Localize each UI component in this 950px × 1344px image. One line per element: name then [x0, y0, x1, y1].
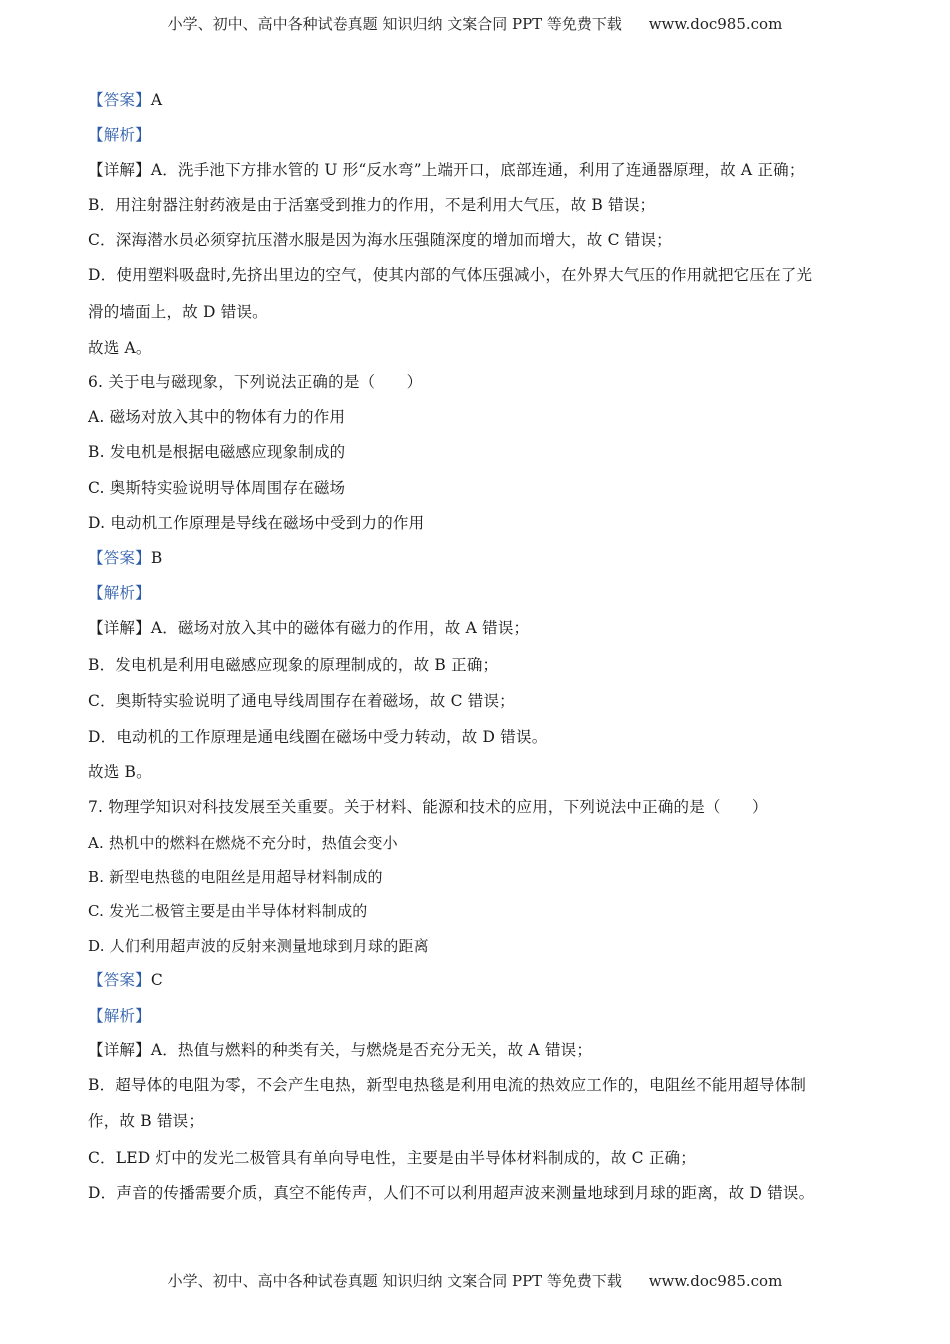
detail-text: A．磁场对放入其中的磁体有磁力的作用，故 A 错误； — [150, 619, 530, 637]
q6-detail-d: D．电动机的工作原理是通电线圈在磁场中受力转动，故 D 错误。 — [88, 728, 548, 746]
q7-option-b: B. 新型电热毯的电阻丝是用超导材料制成的 — [88, 868, 383, 886]
answer-tag: 【答案】 — [88, 549, 151, 567]
detail-text: A．洗手池下方排水管的 U 形“反水弯”上端开口，底部连通，利用了连通器原理，故 A 正确； — [150, 161, 805, 179]
detail-tag: 【详解】 — [88, 161, 151, 179]
q6-conclusion: 故选 B。 — [88, 763, 152, 781]
q7-detail-b-cont: 作，故 B 错误； — [88, 1112, 205, 1130]
answer-value: B — [150, 549, 163, 567]
q7-stem: 7. 物理学知识对科技发展至关重要。关于材料、能源和技术的应用，下列说法中正确的是（ ） — [88, 798, 768, 816]
q6-option-c: C. 奥斯特实验说明导体周围存在磁场 — [88, 479, 346, 497]
q5-detail-b: B．用注射器注射药液是由于活塞受到推力的作用，不是利用大气压，故 B 错误； — [88, 196, 656, 214]
q7-answer — [88, 970, 163, 990]
answer-value: C — [150, 971, 163, 989]
q6-detail-a — [88, 618, 529, 638]
q6-option-a: A. 磁场对放入其中的物体有力的作用 — [88, 408, 346, 426]
detail-tag: 【详解】 — [88, 1041, 151, 1059]
q7-option-c: C. 发光二极管主要是由半导体材料制成的 — [88, 902, 368, 920]
q7-detail-d: D．声音的传播需要介质，真空不能传声，人们不可以利用超声波来测量地球到月球的距离，故 D 错误。 — [88, 1184, 815, 1202]
q7-detail-c: C．LED 灯中的发光二极管具有单向导电性，主要是由半导体材料制成的，故 C 正确； — [88, 1149, 696, 1167]
header-site-link[interactable]: www.doc985.com — [648, 15, 783, 33]
q6-detail-c: C．奥斯特实验说明了通电导线周围存在着磁场，故 C 错误； — [88, 692, 515, 710]
page-footer — [0, 1270, 950, 1291]
q5-detail-a — [88, 160, 805, 180]
q7-option-d: D. 人们利用超声波的反射来测量地球到月球的距离 — [88, 937, 429, 955]
q5-conclusion: 故选 A。 — [88, 339, 152, 357]
q6-stem: 6. 关于电与磁现象，下列说法正确的是（ ） — [88, 373, 423, 391]
q5-detail-c: C．深海潜水员必须穿抗压潜水服是因为海水压强随深度的增加而增大，故 C 错误； — [88, 231, 672, 249]
footer-site-link[interactable]: www.doc985.com — [648, 1272, 783, 1290]
q7-analysis-tag: 【解析】 — [88, 1007, 151, 1025]
footer-text: 小学、初中、高中各种试卷真题 知识归纳 文案合同 PPT 等免费下载 — [167, 1272, 622, 1290]
q5-detail-d: D．使用塑料吸盘时,先挤出里边的空气，使其内部的气体压强减小，在外界大气压的作用就把它压在了光 — [88, 266, 813, 284]
q6-option-b: B. 发电机是根据电磁感应现象制成的 — [88, 443, 346, 461]
detail-text: A．热值与燃料的种类有关，与燃烧是否充分无关，故 A 错误； — [150, 1041, 593, 1059]
q6-answer — [88, 548, 162, 568]
answer-value: A — [150, 91, 163, 109]
answer-tag: 【答案】 — [88, 91, 151, 109]
q5-detail-d-cont: 滑的墙面上，故 D 错误。 — [88, 303, 268, 321]
q6-analysis-tag: 【解析】 — [88, 584, 151, 602]
q6-detail-b: B．发电机是利用电磁感应现象的原理制成的，故 B 正确； — [88, 656, 499, 674]
detail-tag: 【详解】 — [88, 619, 151, 637]
q7-detail-a — [88, 1040, 592, 1060]
q7-option-a: A. 热机中的燃料在燃烧不充分时，热值会变小 — [88, 834, 398, 852]
q5-answer — [88, 90, 162, 110]
header-text: 小学、初中、高中各种试卷真题 知识归纳 文案合同 PPT 等免费下载 — [167, 15, 622, 33]
q6-option-d: D. 电动机工作原理是导线在磁场中受到力的作用 — [88, 514, 425, 532]
q7-detail-b: B．超导体的电阻为零，不会产生电热，新型电热毯是利用电流的热效应工作的，电阻丝不能用超导体制 — [88, 1076, 807, 1094]
q5-analysis-tag: 【解析】 — [88, 126, 151, 144]
page-header — [0, 13, 950, 34]
answer-tag: 【答案】 — [88, 971, 151, 989]
